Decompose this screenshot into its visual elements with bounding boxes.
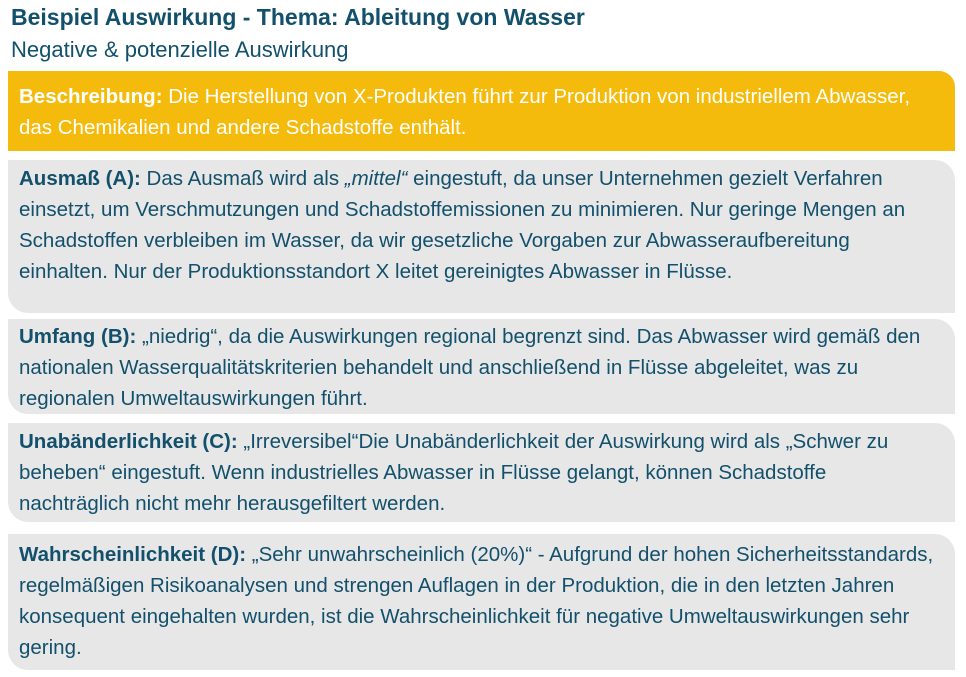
extent-rating: „mittel“ — [344, 167, 408, 190]
likelihood-label: Wahrscheinlichkeit (D): — [19, 543, 247, 566]
likelihood-box — [8, 534, 955, 670]
scope-label: Umfang (B): — [19, 325, 137, 348]
irreversibility-box — [8, 423, 955, 522]
page-title: Beispiel Auswirkung - Thema: Ableitung von Wasser — [11, 4, 585, 30]
extent-label: Ausmaß (A): — [19, 167, 141, 190]
scope-text: „niedrig“, da die Auswirkungen regional begrenzt sind. Das Abwasser wird gemäß den nationalen Wasserqualitätskriterien behandelt und anschließend in Flüsse abgeleitet, was zu regionalen Umweltauswirkungen führt. — [19, 325, 921, 410]
page-subtitle: Negative & potenzielle Auswirkung — [11, 37, 349, 62]
extent-text-after: eingestuft, da unser Unternehmen gezielt Verfahren einsetzt, um Verschmutzungen und Schadstoffemissionen zu minimieren. Nur geringe Mengen an Schadstoffen verbleiben im Wasser, da wir gesetzliche Vorgaben zur Abwasseraufbereitung einhalten. Nur der Produktionsstandort X leitet gereinigtes Abwasser in Flüsse. — [19, 167, 906, 283]
description-label: Beschreibung: — [19, 85, 163, 108]
irreversibility-label: Unabänderlichkeit (C): — [19, 430, 238, 453]
likelihood-text: „Sehr unwahrscheinlich (20%)“ - Aufgrund der hohen Sicherheitsstandards, regelmäßigen Risikoanalysen und strengen Auflagen in der Produktion, die in den letzten Jahren konsequent eingehalten wurden, ist die Wahrscheinlichkeit für negative Umweltauswirkungen sehr gering. — [19, 543, 934, 659]
irreversibility-text: „Irreversibel“Die Unabänderlichkeit der Auswirkung wird als „Schwer zu beheben“ eingestuft. Wenn industrielles Abwasser in Flüsse gelangt, können Schadstoffe nachträglich nicht mehr herausgefiltert werden. — [19, 430, 889, 515]
scope-box — [8, 319, 955, 414]
description-text: Die Herstellung von X-Produkten führt zur Produktion von industriellem Abwasser, das Chemikalien und andere Schadstoffe enthält. — [19, 85, 911, 139]
description-box — [8, 71, 955, 151]
extent-text-before: Das Ausmaß wird als — [140, 167, 345, 190]
extent-box — [8, 160, 955, 313]
